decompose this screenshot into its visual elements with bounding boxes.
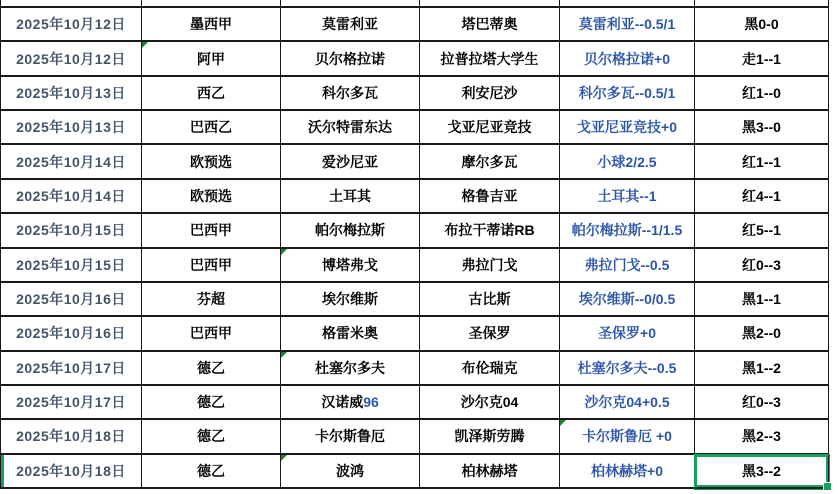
cell-date[interactable]: 2025年10月16日: [0, 317, 142, 351]
cell-home-team[interactable]: 埃尔维斯: [281, 283, 420, 317]
cell-result[interactable]: 红5--1: [695, 214, 829, 248]
cell-away-team[interactable]: 塔巴蒂奥: [420, 8, 560, 42]
table-row: [0, 8, 829, 42]
cell-date[interactable]: 2025年10月13日: [0, 77, 142, 111]
team-name-blue-part: 96: [363, 394, 379, 411]
cell-league[interactable]: 德乙: [142, 455, 281, 489]
cell-league[interactable]: 德乙: [142, 420, 281, 454]
cell-result[interactable]: 黑1--2: [695, 352, 829, 386]
cell-handicap[interactable]: 埃尔维斯--0/0.5: [560, 283, 695, 317]
cell-date[interactable]: 2025年10月15日: [0, 249, 142, 283]
cell-home-team[interactable]: 帕尔梅拉斯: [281, 214, 420, 248]
cell-date[interactable]: 2025年10月13日: [0, 111, 142, 145]
cell-league[interactable]: 欧预选: [142, 145, 281, 179]
cell-handicap[interactable]: 杜塞尔多夫--0.5: [560, 352, 695, 386]
gridline-stub: [0, 0, 1, 6]
cell-handicap[interactable]: 弗拉门戈--0.5: [560, 249, 695, 283]
cell-away-team[interactable]: 拉普拉塔大学生: [420, 42, 560, 76]
partial-row-above: [0, 0, 829, 8]
cell-away-team[interactable]: 戈亚尼亚竞技: [420, 111, 560, 145]
cell-home-team[interactable]: 爱沙尼亚: [281, 145, 420, 179]
cell-date[interactable]: 2025年10月17日: [0, 386, 142, 420]
cell-home-team[interactable]: [281, 386, 420, 420]
cell-handicap[interactable]: 卡尔斯鲁厄 +0: [560, 420, 695, 454]
cell-handicap[interactable]: 柏林赫塔+0: [560, 455, 695, 489]
table-row: [0, 145, 829, 179]
cell-home-team[interactable]: 土耳其: [281, 180, 420, 214]
cell-result[interactable]: 红1--0: [695, 77, 829, 111]
cell-result[interactable]: 黑1--1: [695, 283, 829, 317]
cell-away-team[interactable]: 利安尼沙: [420, 77, 560, 111]
gridline-stub: [559, 0, 560, 6]
cell-result[interactable]: 红1--1: [695, 145, 829, 179]
table-row: [0, 77, 829, 111]
table-row: [0, 214, 829, 248]
cell-result[interactable]: 红0--3: [695, 386, 829, 420]
error-indicator-triangle: [142, 42, 148, 48]
cell-away-team[interactable]: 格鲁吉亚: [420, 180, 560, 214]
cell-home-team[interactable]: 波鸿: [281, 455, 420, 489]
cell-date[interactable]: 2025年10月14日: [0, 180, 142, 214]
cell-away-team[interactable]: 摩尔多瓦: [420, 145, 560, 179]
table-row: [0, 180, 829, 214]
cell-league[interactable]: 巴西乙: [142, 111, 281, 145]
table-row: [0, 42, 829, 76]
cell-handicap[interactable]: 帕尔梅拉斯--1/1.5: [560, 214, 695, 248]
cell-league[interactable]: 巴西甲: [142, 249, 281, 283]
cell-league[interactable]: 德乙: [142, 386, 281, 420]
cell-result[interactable]: 黑3--2: [695, 455, 829, 489]
cell-handicap[interactable]: 土耳其--1: [560, 180, 695, 214]
cell-away-team[interactable]: 布伦瑞克: [420, 352, 560, 386]
cell-league[interactable]: 墨西甲: [142, 8, 281, 42]
cell-handicap[interactable]: 圣保罗+0: [560, 317, 695, 351]
cell-handicap[interactable]: 沙尔克04+0.5: [560, 386, 695, 420]
team-name-black-part: 汉诺威: [321, 394, 364, 411]
spreadsheet-table: [0, 8, 829, 489]
gridline-stub: [419, 0, 420, 6]
table-row: [0, 249, 829, 283]
cell-handicap[interactable]: 莫雷利亚--0.5/1: [560, 8, 695, 42]
cell-result[interactable]: 黑0-0: [695, 8, 829, 42]
cell-handicap[interactable]: 贝尔格拉诺+0: [560, 42, 695, 76]
cell-league[interactable]: 阿甲: [142, 42, 281, 76]
cell-away-team[interactable]: 古比斯: [420, 283, 560, 317]
cell-league[interactable]: 巴西甲: [142, 317, 281, 351]
gridline-stub: [141, 0, 142, 6]
cell-home-team[interactable]: 贝尔格拉诺: [281, 42, 420, 76]
cell-away-team[interactable]: 柏林赫塔: [420, 455, 560, 489]
error-indicator-triangle: [281, 352, 287, 358]
cell-league[interactable]: 芬超: [142, 283, 281, 317]
cell-date[interactable]: 2025年10月18日: [0, 420, 142, 454]
cell-date[interactable]: 2025年10月16日: [0, 283, 142, 317]
gridline-stub: [694, 0, 695, 6]
cell-result[interactable]: 红0--3: [695, 249, 829, 283]
error-indicator-triangle: [281, 455, 287, 461]
cell-home-team[interactable]: 科尔多瓦: [281, 77, 420, 111]
cell-league[interactable]: 欧预选: [142, 180, 281, 214]
table-row: [0, 455, 829, 489]
table-row: [0, 386, 829, 420]
cell-handicap[interactable]: 戈亚尼亚竞技+0: [560, 111, 695, 145]
cell-home-team[interactable]: 博塔弗戈: [281, 249, 420, 283]
gridline-stub: [828, 0, 829, 6]
gridline-stub: [280, 0, 281, 6]
cell-handicap[interactable]: 科尔多瓦--0.5/1: [560, 77, 695, 111]
cell-home-team[interactable]: 格雷米奥: [281, 317, 420, 351]
cell-result[interactable]: 黑2--0: [695, 317, 829, 351]
table-row: [0, 283, 829, 317]
cell-away-team[interactable]: 圣保罗: [420, 317, 560, 351]
cell-date[interactable]: 2025年10月18日: [0, 455, 142, 489]
cell-league[interactable]: 巴西甲: [142, 214, 281, 248]
cell-result[interactable]: 黑3--0: [695, 111, 829, 145]
cell-away-team[interactable]: 弗拉门戈: [420, 249, 560, 283]
cell-handicap[interactable]: 小球2/2.5: [560, 145, 695, 179]
table-row: [0, 111, 829, 145]
cell-result[interactable]: 走1--1: [695, 42, 829, 76]
table-row: [0, 352, 829, 386]
cell-date[interactable]: 2025年10月12日: [0, 42, 142, 76]
table-row: [0, 317, 829, 351]
cell-date[interactable]: 2025年10月12日: [0, 8, 142, 42]
cell-date[interactable]: 2025年10月15日: [0, 214, 142, 248]
cell-league[interactable]: 德乙: [142, 352, 281, 386]
cell-home-team[interactable]: 杜塞尔多夫: [281, 352, 420, 386]
error-indicator-triangle: [281, 249, 287, 255]
cell-date[interactable]: 2025年10月14日: [0, 145, 142, 179]
cell-home-team[interactable]: 卡尔斯鲁厄: [281, 420, 420, 454]
cell-date[interactable]: 2025年10月17日: [0, 352, 142, 386]
cell-league[interactable]: 西乙: [142, 77, 281, 111]
cell-home-team[interactable]: 沃尔特雷东达: [281, 111, 420, 145]
cell-away-team[interactable]: 沙尔克04: [420, 386, 560, 420]
cell-result[interactable]: 红4--1: [695, 180, 829, 214]
cell-home-team[interactable]: 莫雷利亚: [281, 8, 420, 42]
selection-fill-handle[interactable]: [823, 482, 832, 491]
table-row: [0, 420, 829, 454]
cell-away-team[interactable]: 布拉干蒂诺RB: [420, 214, 560, 248]
cell-away-team[interactable]: 凯泽斯劳腾: [420, 420, 560, 454]
error-indicator-triangle: [560, 420, 566, 426]
cell-result[interactable]: 黑2--3: [695, 420, 829, 454]
